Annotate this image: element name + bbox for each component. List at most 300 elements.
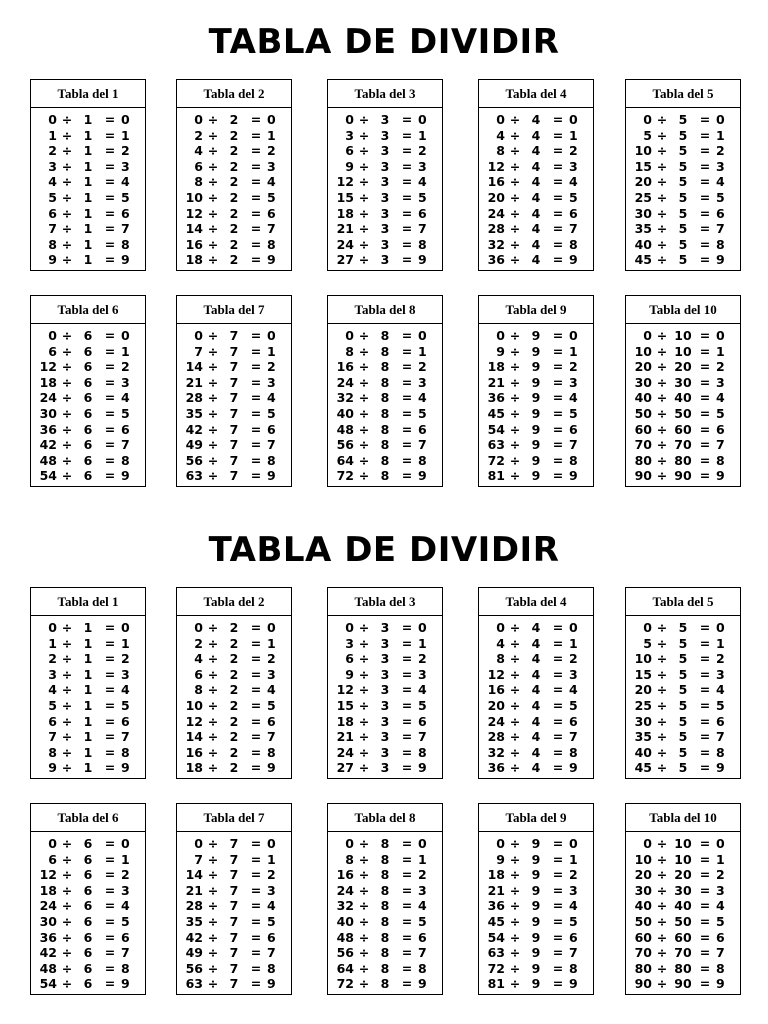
divisor: 5 xyxy=(678,174,688,190)
quotient: 4 xyxy=(418,390,427,406)
quotient: 8 xyxy=(121,236,130,252)
quotient: 9 xyxy=(267,468,276,484)
equation-row xyxy=(177,359,291,375)
divisor: 6 xyxy=(83,343,93,359)
divisor: 9 xyxy=(531,343,541,359)
division-table-6 xyxy=(30,803,146,995)
divide-sign: ÷ xyxy=(656,913,668,929)
equals-sign: = xyxy=(250,913,262,929)
table-title: Tabla del 6 xyxy=(31,804,145,832)
equals-sign: = xyxy=(699,359,711,375)
dividend: 3 xyxy=(345,127,354,143)
divisor: 7 xyxy=(229,976,239,992)
quotient: 5 xyxy=(569,913,578,929)
divisor: 6 xyxy=(83,437,93,453)
dividend: 54 xyxy=(39,468,57,484)
quotient: 1 xyxy=(418,127,427,143)
quotient: 0 xyxy=(569,836,578,851)
table-title: Tabla del 10 xyxy=(626,296,740,324)
divisor: 6 xyxy=(83,390,93,406)
quotient: 2 xyxy=(121,867,130,883)
equals-sign: = xyxy=(250,390,262,406)
equals-sign: = xyxy=(250,221,262,237)
divide-sign: ÷ xyxy=(358,374,370,390)
quotient: 0 xyxy=(418,620,427,635)
dividend: 32 xyxy=(336,390,354,406)
equals-sign: = xyxy=(104,729,116,745)
divisor: 90 xyxy=(674,468,692,484)
quotient: 4 xyxy=(121,390,130,406)
quotient: 2 xyxy=(716,867,725,883)
division-table-2 xyxy=(176,79,292,271)
divisor: 1 xyxy=(83,651,93,667)
quotient: 0 xyxy=(121,620,130,635)
dividend: 30 xyxy=(634,882,652,898)
equals-sign: = xyxy=(699,221,711,237)
quotient: 9 xyxy=(418,976,427,992)
dividend: 12 xyxy=(336,174,354,190)
dividend: 9 xyxy=(345,158,354,174)
divisor: 4 xyxy=(531,252,541,268)
equation-row xyxy=(626,883,740,899)
divisor: 3 xyxy=(380,189,390,205)
divisor: 8 xyxy=(380,374,390,390)
divide-sign: ÷ xyxy=(509,744,521,760)
dividend: 21 xyxy=(487,374,505,390)
divide-sign: ÷ xyxy=(61,189,73,205)
quotient: 7 xyxy=(569,221,578,237)
divisor: 7 xyxy=(229,452,239,468)
divide-sign: ÷ xyxy=(207,697,219,713)
quotient: 3 xyxy=(267,158,276,174)
dividend: 30 xyxy=(39,913,57,929)
quotient: 8 xyxy=(267,236,276,252)
quotient: 4 xyxy=(418,898,427,914)
dividend: 20 xyxy=(634,359,652,375)
equation-row xyxy=(479,237,593,253)
quotient: 6 xyxy=(716,929,725,945)
divide-sign: ÷ xyxy=(656,252,668,268)
equals-sign: = xyxy=(552,713,564,729)
divide-sign: ÷ xyxy=(61,359,73,375)
divide-sign: ÷ xyxy=(509,205,521,221)
divide-sign: ÷ xyxy=(207,205,219,221)
equation-row xyxy=(328,437,442,453)
equals-sign: = xyxy=(552,127,564,143)
dividend: 9 xyxy=(48,760,57,776)
equals-sign: = xyxy=(104,374,116,390)
equals-sign: = xyxy=(699,976,711,992)
equals-sign: = xyxy=(250,960,262,976)
equation-row xyxy=(31,422,145,438)
dividend: 14 xyxy=(185,729,203,745)
divide-sign: ÷ xyxy=(207,174,219,190)
divisor: 7 xyxy=(229,328,239,343)
quotient: 4 xyxy=(121,174,130,190)
dividend: 12 xyxy=(487,158,505,174)
dividend: 25 xyxy=(634,697,652,713)
dividend: 3 xyxy=(48,158,57,174)
dividend: 36 xyxy=(487,252,505,268)
equals-sign: = xyxy=(104,760,116,776)
dividend: 15 xyxy=(336,189,354,205)
divisor: 7 xyxy=(229,437,239,453)
divide-sign: ÷ xyxy=(509,913,521,929)
quotient: 0 xyxy=(716,620,725,635)
divisor: 2 xyxy=(229,682,239,698)
equation-row xyxy=(177,945,291,961)
divide-sign: ÷ xyxy=(656,343,668,359)
dividend: 6 xyxy=(194,158,203,174)
equals-sign: = xyxy=(699,390,711,406)
dividend: 6 xyxy=(48,343,57,359)
equation-row xyxy=(328,714,442,730)
divisor: 4 xyxy=(531,666,541,682)
divide-sign: ÷ xyxy=(358,421,370,437)
divide-sign: ÷ xyxy=(207,359,219,375)
divide-sign: ÷ xyxy=(207,744,219,760)
divide-sign: ÷ xyxy=(358,836,370,851)
dividend: 10 xyxy=(185,189,203,205)
dividend: 10 xyxy=(634,343,652,359)
equation-row xyxy=(31,190,145,206)
divisor: 3 xyxy=(380,651,390,667)
equals-sign: = xyxy=(250,174,262,190)
divide-sign: ÷ xyxy=(509,976,521,992)
quotient: 9 xyxy=(267,252,276,268)
quotient: 8 xyxy=(716,960,725,976)
quotient: 7 xyxy=(418,221,427,237)
dividend: 14 xyxy=(185,359,203,375)
divisor: 6 xyxy=(83,405,93,421)
dividend: 45 xyxy=(634,760,652,776)
divisor: 40 xyxy=(674,898,692,914)
quotient: 5 xyxy=(121,405,130,421)
quotient: 1 xyxy=(716,127,725,143)
equals-sign: = xyxy=(104,452,116,468)
dividend: 10 xyxy=(185,697,203,713)
equation-row xyxy=(177,976,291,992)
equation-row xyxy=(328,651,442,667)
equals-sign: = xyxy=(104,468,116,484)
divide-sign: ÷ xyxy=(207,635,219,651)
equation-list xyxy=(626,620,740,776)
divisor: 60 xyxy=(674,929,692,945)
equation-row xyxy=(328,453,442,469)
dividend: 0 xyxy=(643,836,652,851)
dividend: 8 xyxy=(194,682,203,698)
quotient: 9 xyxy=(569,976,578,992)
divide-sign: ÷ xyxy=(509,221,521,237)
divisor: 4 xyxy=(531,221,541,237)
divide-sign: ÷ xyxy=(61,205,73,221)
divide-sign: ÷ xyxy=(358,713,370,729)
quotient: 0 xyxy=(418,112,427,127)
divisor: 4 xyxy=(531,127,541,143)
equals-sign: = xyxy=(699,127,711,143)
equals-sign: = xyxy=(401,882,413,898)
dividend: 24 xyxy=(336,882,354,898)
equals-sign: = xyxy=(552,620,564,635)
divisor: 7 xyxy=(229,929,239,945)
divide-sign: ÷ xyxy=(207,836,219,851)
divisor: 1 xyxy=(83,221,93,237)
dividend: 49 xyxy=(185,437,203,453)
equation-list xyxy=(177,328,291,484)
equals-sign: = xyxy=(401,143,413,159)
dividend: 6 xyxy=(48,713,57,729)
dividend: 40 xyxy=(634,898,652,914)
quotient: 1 xyxy=(716,635,725,651)
divisor: 80 xyxy=(674,452,692,468)
equation-row xyxy=(31,359,145,375)
dividend: 70 xyxy=(634,437,652,453)
equation-row xyxy=(479,682,593,698)
quotient: 5 xyxy=(418,913,427,929)
equation-row xyxy=(328,898,442,914)
divisor: 3 xyxy=(380,236,390,252)
dividend: 0 xyxy=(194,328,203,343)
equation-row xyxy=(626,729,740,745)
equation-row xyxy=(626,852,740,868)
divide-sign: ÷ xyxy=(61,976,73,992)
divisor: 3 xyxy=(380,174,390,190)
equals-sign: = xyxy=(250,882,262,898)
divide-sign: ÷ xyxy=(509,174,521,190)
equals-sign: = xyxy=(104,960,116,976)
division-table-6 xyxy=(30,295,146,487)
divide-sign: ÷ xyxy=(358,851,370,867)
dividend: 28 xyxy=(185,898,203,914)
division-table-1 xyxy=(30,587,146,779)
divisor: 8 xyxy=(380,468,390,484)
equals-sign: = xyxy=(250,760,262,776)
divisor: 70 xyxy=(674,437,692,453)
divide-sign: ÷ xyxy=(509,343,521,359)
divisor: 3 xyxy=(380,158,390,174)
equals-sign: = xyxy=(104,189,116,205)
equation-row xyxy=(479,636,593,652)
dividend: 12 xyxy=(39,867,57,883)
quotient: 4 xyxy=(267,898,276,914)
divide-sign: ÷ xyxy=(358,390,370,406)
equals-sign: = xyxy=(552,468,564,484)
quotient: 1 xyxy=(267,635,276,651)
dividend: 15 xyxy=(634,666,652,682)
dividend: 40 xyxy=(634,744,652,760)
dividend: 0 xyxy=(345,112,354,127)
equation-row xyxy=(31,344,145,360)
equation-row xyxy=(479,852,593,868)
division-table-3 xyxy=(327,587,443,779)
equals-sign: = xyxy=(699,960,711,976)
divide-sign: ÷ xyxy=(61,729,73,745)
dividend: 35 xyxy=(185,405,203,421)
divisor: 6 xyxy=(83,851,93,867)
equation-row xyxy=(31,836,145,852)
divide-sign: ÷ xyxy=(358,945,370,961)
divide-sign: ÷ xyxy=(61,112,73,127)
divisor: 9 xyxy=(531,929,541,945)
equals-sign: = xyxy=(552,929,564,945)
divide-sign: ÷ xyxy=(656,945,668,961)
divide-sign: ÷ xyxy=(656,867,668,883)
dividend: 28 xyxy=(487,729,505,745)
equals-sign: = xyxy=(401,328,413,343)
equation-row xyxy=(626,760,740,776)
equation-row xyxy=(626,745,740,761)
dividend: 9 xyxy=(496,851,505,867)
equation-row xyxy=(479,252,593,268)
equals-sign: = xyxy=(401,437,413,453)
dividend: 10 xyxy=(634,651,652,667)
dividend: 35 xyxy=(634,221,652,237)
dividend: 4 xyxy=(194,651,203,667)
equation-row xyxy=(328,468,442,484)
dividend: 12 xyxy=(336,682,354,698)
equals-sign: = xyxy=(699,913,711,929)
equation-row xyxy=(626,375,740,391)
divisor: 10 xyxy=(674,343,692,359)
divide-sign: ÷ xyxy=(358,127,370,143)
divide-sign: ÷ xyxy=(509,713,521,729)
quotient: 4 xyxy=(569,174,578,190)
equation-row xyxy=(177,237,291,253)
equals-sign: = xyxy=(104,143,116,159)
divide-sign: ÷ xyxy=(656,651,668,667)
equation-row xyxy=(479,620,593,636)
divide-sign: ÷ xyxy=(509,682,521,698)
dividend: 48 xyxy=(336,929,354,945)
divisor: 1 xyxy=(83,112,93,127)
quotient: 2 xyxy=(418,143,427,159)
quotient: 3 xyxy=(267,882,276,898)
equation-row xyxy=(479,836,593,852)
equation-row xyxy=(479,128,593,144)
equation-row xyxy=(479,221,593,237)
divisor: 9 xyxy=(531,468,541,484)
equation-row xyxy=(177,221,291,237)
divide-sign: ÷ xyxy=(61,405,73,421)
quotient: 3 xyxy=(267,666,276,682)
equation-row xyxy=(328,698,442,714)
dividend: 42 xyxy=(185,929,203,945)
divide-sign: ÷ xyxy=(509,635,521,651)
divide-sign: ÷ xyxy=(358,205,370,221)
divide-sign: ÷ xyxy=(656,174,668,190)
equals-sign: = xyxy=(104,221,116,237)
divide-sign: ÷ xyxy=(358,960,370,976)
equation-row xyxy=(626,453,740,469)
divisor: 3 xyxy=(380,143,390,159)
equation-row xyxy=(626,714,740,730)
divisor: 4 xyxy=(531,143,541,159)
divisor: 5 xyxy=(678,205,688,221)
equals-sign: = xyxy=(401,205,413,221)
quotient: 5 xyxy=(267,189,276,205)
divisor: 5 xyxy=(678,112,688,127)
quotient: 6 xyxy=(418,421,427,437)
divisor: 20 xyxy=(674,867,692,883)
equation-row xyxy=(177,190,291,206)
quotient: 2 xyxy=(716,143,725,159)
dividend: 16 xyxy=(336,359,354,375)
equation-row xyxy=(177,729,291,745)
equals-sign: = xyxy=(699,898,711,914)
dividend: 12 xyxy=(39,359,57,375)
dividend: 15 xyxy=(336,697,354,713)
quotient: 7 xyxy=(121,945,130,961)
equals-sign: = xyxy=(401,851,413,867)
table-title: Tabla del 3 xyxy=(328,80,442,108)
equation-row xyxy=(328,112,442,128)
equals-sign: = xyxy=(552,867,564,883)
equals-sign: = xyxy=(699,851,711,867)
equals-sign: = xyxy=(401,359,413,375)
quotient: 1 xyxy=(267,851,276,867)
equals-sign: = xyxy=(104,112,116,127)
divide-sign: ÷ xyxy=(61,143,73,159)
table-title: Tabla del 6 xyxy=(31,296,145,324)
equals-sign: = xyxy=(552,405,564,421)
divide-sign: ÷ xyxy=(358,158,370,174)
quotient: 6 xyxy=(121,205,130,221)
divisor: 6 xyxy=(83,867,93,883)
quotient: 1 xyxy=(121,343,130,359)
dividend: 0 xyxy=(48,836,57,851)
divide-sign: ÷ xyxy=(358,437,370,453)
divisor: 2 xyxy=(229,729,239,745)
dividend: 72 xyxy=(336,468,354,484)
divisor: 6 xyxy=(83,328,93,343)
divide-sign: ÷ xyxy=(656,898,668,914)
equals-sign: = xyxy=(250,468,262,484)
dividend: 36 xyxy=(39,929,57,945)
equation-list xyxy=(31,112,145,268)
divide-sign: ÷ xyxy=(358,468,370,484)
quotient: 9 xyxy=(716,468,725,484)
divide-sign: ÷ xyxy=(656,158,668,174)
quotient: 0 xyxy=(121,112,130,127)
equals-sign: = xyxy=(250,205,262,221)
equals-sign: = xyxy=(250,945,262,961)
quotient: 7 xyxy=(569,945,578,961)
equals-sign: = xyxy=(699,174,711,190)
tables-row-2 xyxy=(0,295,768,489)
quotient: 0 xyxy=(121,836,130,851)
equals-sign: = xyxy=(699,635,711,651)
divisor: 5 xyxy=(678,651,688,667)
divide-sign: ÷ xyxy=(509,252,521,268)
dividend: 54 xyxy=(487,421,505,437)
equation-row xyxy=(177,714,291,730)
equals-sign: = xyxy=(552,158,564,174)
equation-row xyxy=(31,328,145,344)
equation-row xyxy=(31,930,145,946)
equation-row xyxy=(626,836,740,852)
equation-row xyxy=(328,930,442,946)
dividend: 24 xyxy=(336,744,354,760)
equation-row xyxy=(328,190,442,206)
equation-row xyxy=(479,961,593,977)
divisor: 3 xyxy=(380,760,390,776)
divide-sign: ÷ xyxy=(61,252,73,268)
divide-sign: ÷ xyxy=(61,744,73,760)
divisor: 80 xyxy=(674,960,692,976)
equation-row xyxy=(177,468,291,484)
equals-sign: = xyxy=(104,359,116,375)
equation-row xyxy=(479,112,593,128)
